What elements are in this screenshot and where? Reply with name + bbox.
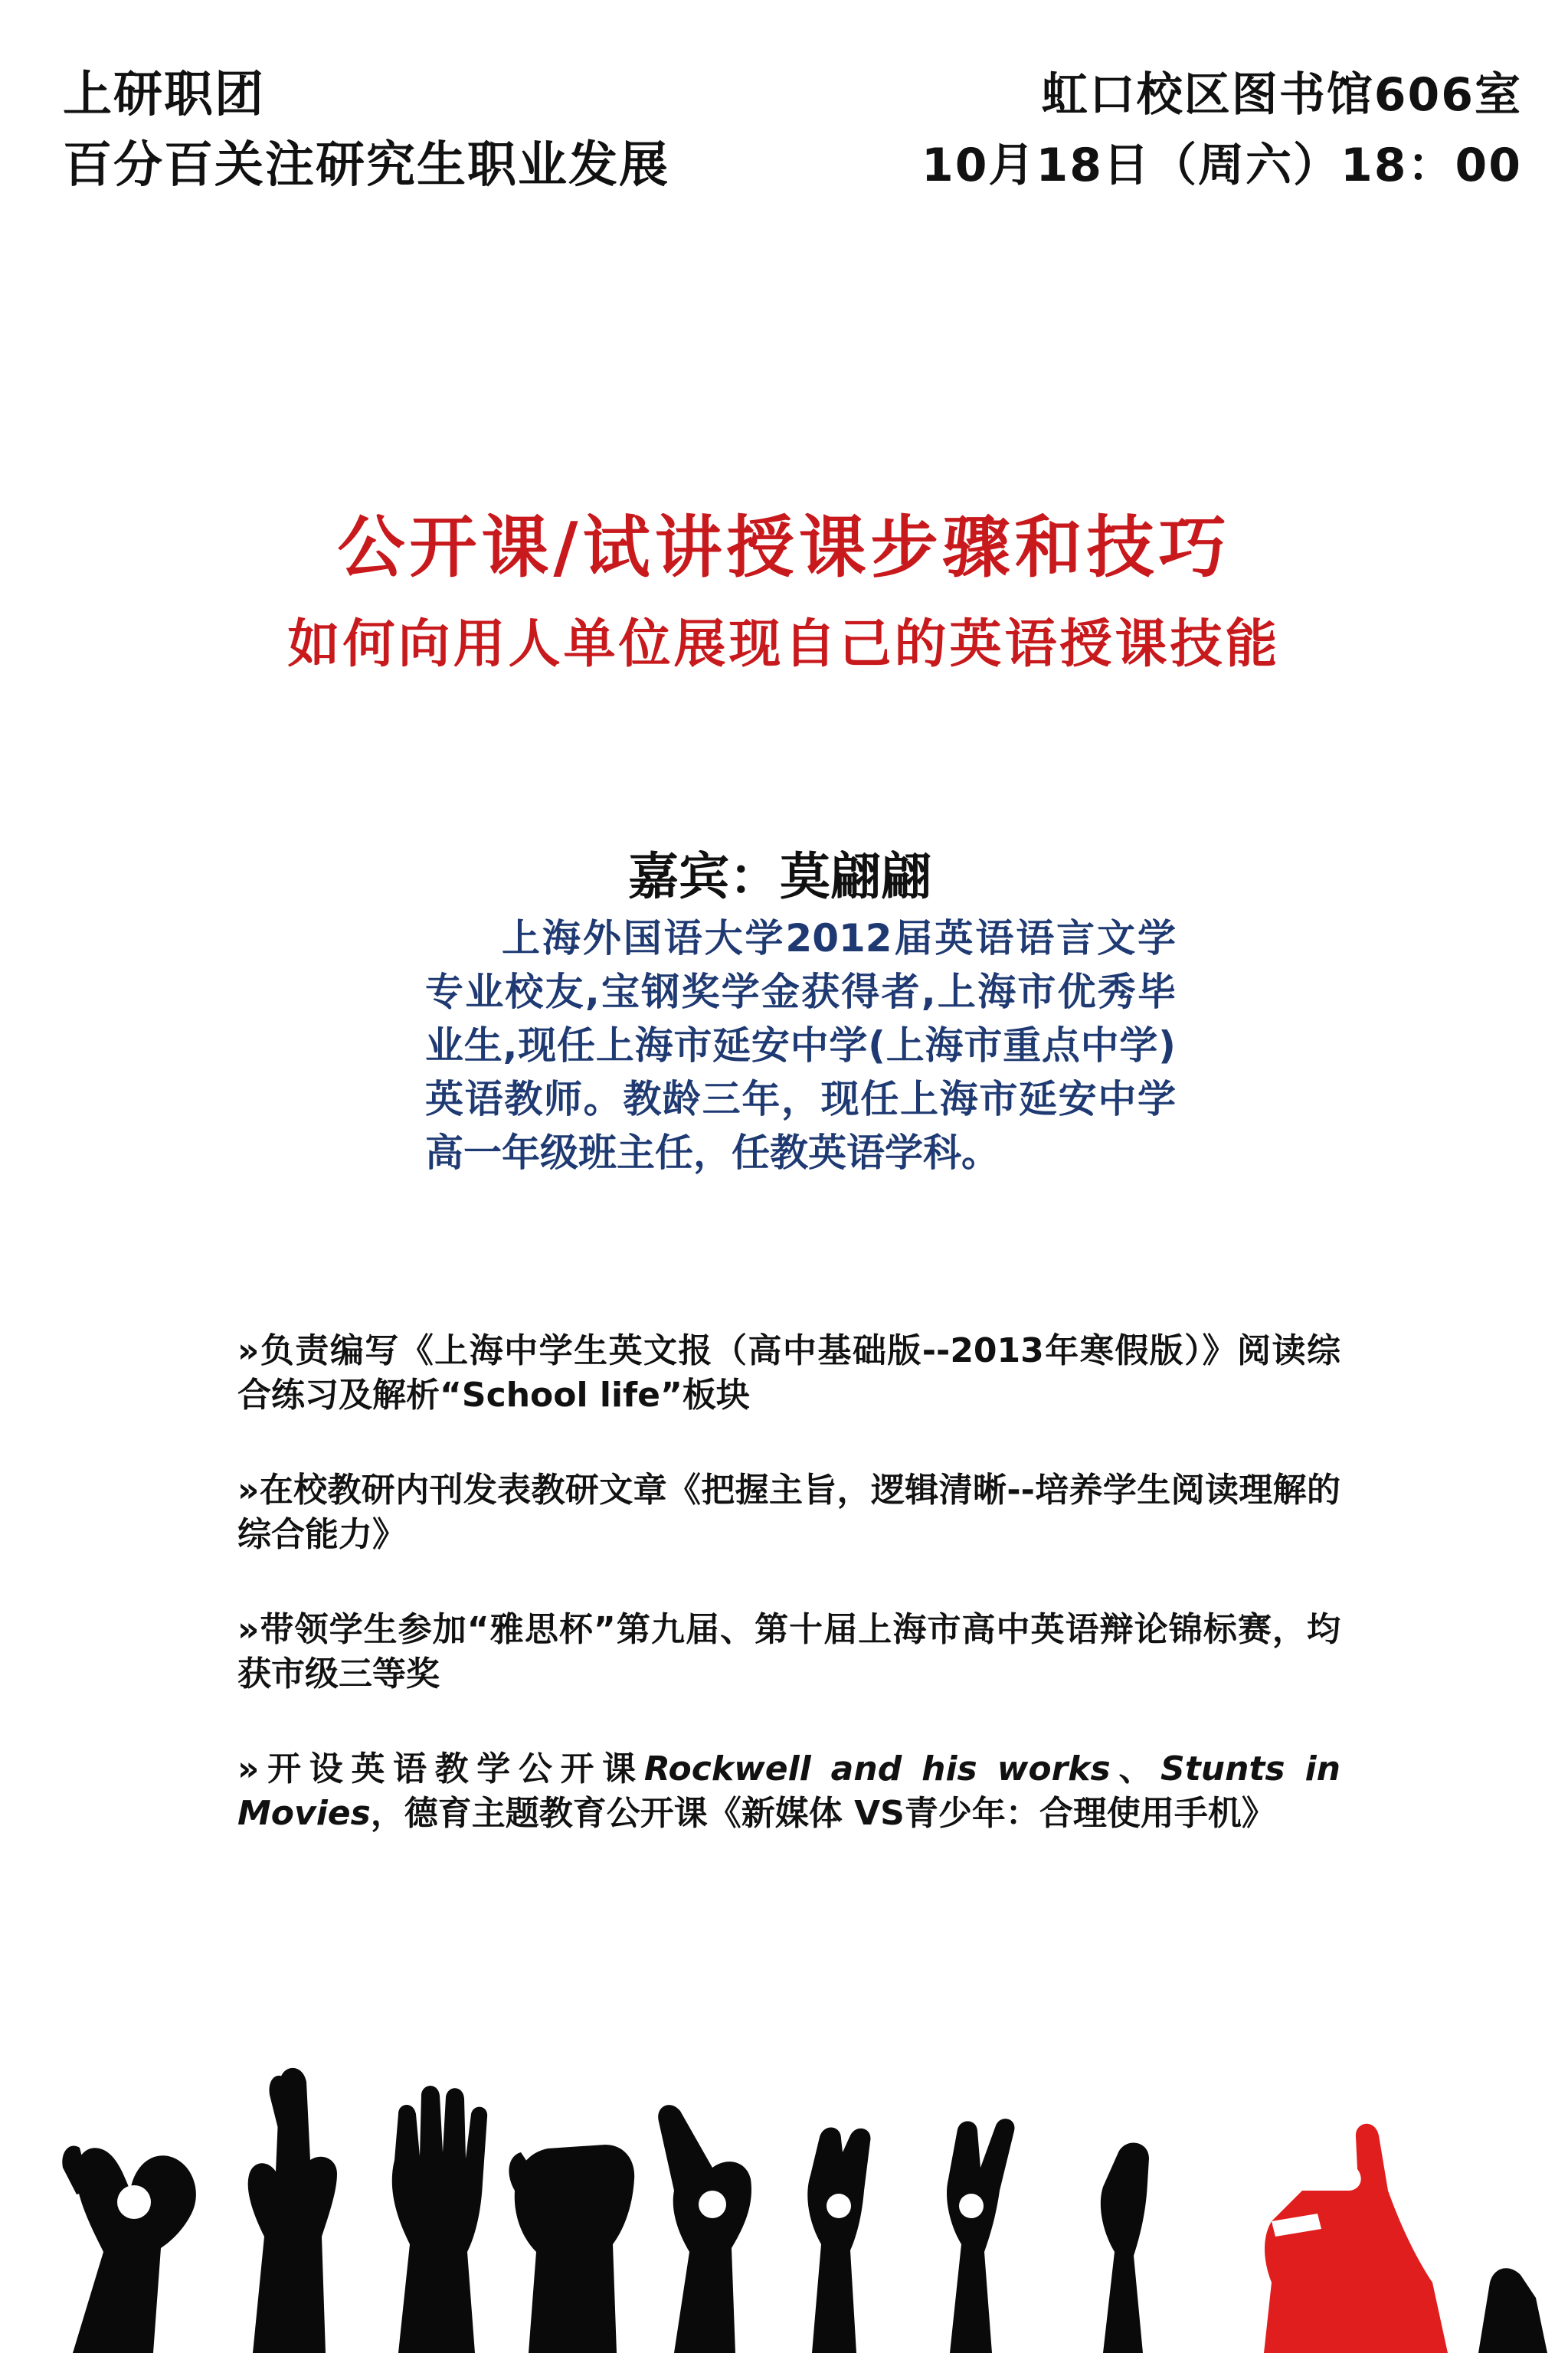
hand-edge-icon xyxy=(1478,2268,1547,2353)
guest-bio: 上海外国语大学2012届英语语言文学专业校友,宝钢奖学金获得者,上海市优秀毕业生,现任上海市延安中学(上海市重点中学)英语教师。教龄三年，现任上海市延安中学高一年级班主任，任教英语学科。 xyxy=(425,916,1176,1175)
hands-illustration xyxy=(0,1961,1568,2353)
achievement-item: »带领学生参加“雅思杯”第九届、第十届上海市高中英语辩论锦标赛，均获市级三等奖 xyxy=(237,1610,1340,1694)
hand-open-icon xyxy=(392,2086,487,2353)
hand-fist-icon xyxy=(509,2145,634,2353)
achievements-list xyxy=(237,1329,1340,1887)
achievement-item xyxy=(237,1747,1340,1836)
lecture-subtitle: 如何向用人单位展现自己的英语授课技能 xyxy=(287,614,1281,675)
course-title: Rockwell and his works xyxy=(643,1749,1111,1788)
hand-ok-icon xyxy=(62,2146,196,2353)
achievement-suffix: ，德育主题教育公开课《新媒体 VS青少年：合理使用手机》 xyxy=(370,1794,1275,1833)
event-venue: 虹口校区图书馆606室 xyxy=(1041,68,1522,122)
org-slogan: 百分百关注研究生职业发展 xyxy=(63,137,669,194)
achievement-item: »在校教研内刊发表教研文章《把握主旨，逻辑清晰--培养学生阅读理解的综合能力》 xyxy=(237,1471,1340,1554)
hand-angle-icon xyxy=(658,2105,751,2353)
lecture-title: 公开课/试讲授课步骤和技巧 xyxy=(337,508,1231,587)
guest-heading: 嘉宾：莫翩翩 xyxy=(628,847,931,906)
event-info xyxy=(921,60,1522,201)
achievement-prefix: »开设英语教学公开课 xyxy=(237,1749,644,1788)
organization-block xyxy=(63,60,669,201)
hand-red-pointing-icon xyxy=(1264,2124,1448,2353)
hand-pointing-icon xyxy=(248,2068,337,2353)
hand-flat-icon xyxy=(807,2127,870,2353)
course-title: Stunts in Movies xyxy=(237,1749,1340,1833)
org-name: 上研职团 xyxy=(63,67,265,123)
hand-raised-icon xyxy=(947,2119,1014,2353)
hand-bent-icon xyxy=(1101,2143,1149,2353)
separator: 、 xyxy=(1110,1749,1161,1788)
event-datetime: 10月18日（周六）18：00 xyxy=(921,139,1522,192)
achievement-item: »负责编写《上海中学生英文报（高中基础版--2013年寒假版）》阅读综合练习及解析“School life”板块 xyxy=(237,1331,1340,1415)
